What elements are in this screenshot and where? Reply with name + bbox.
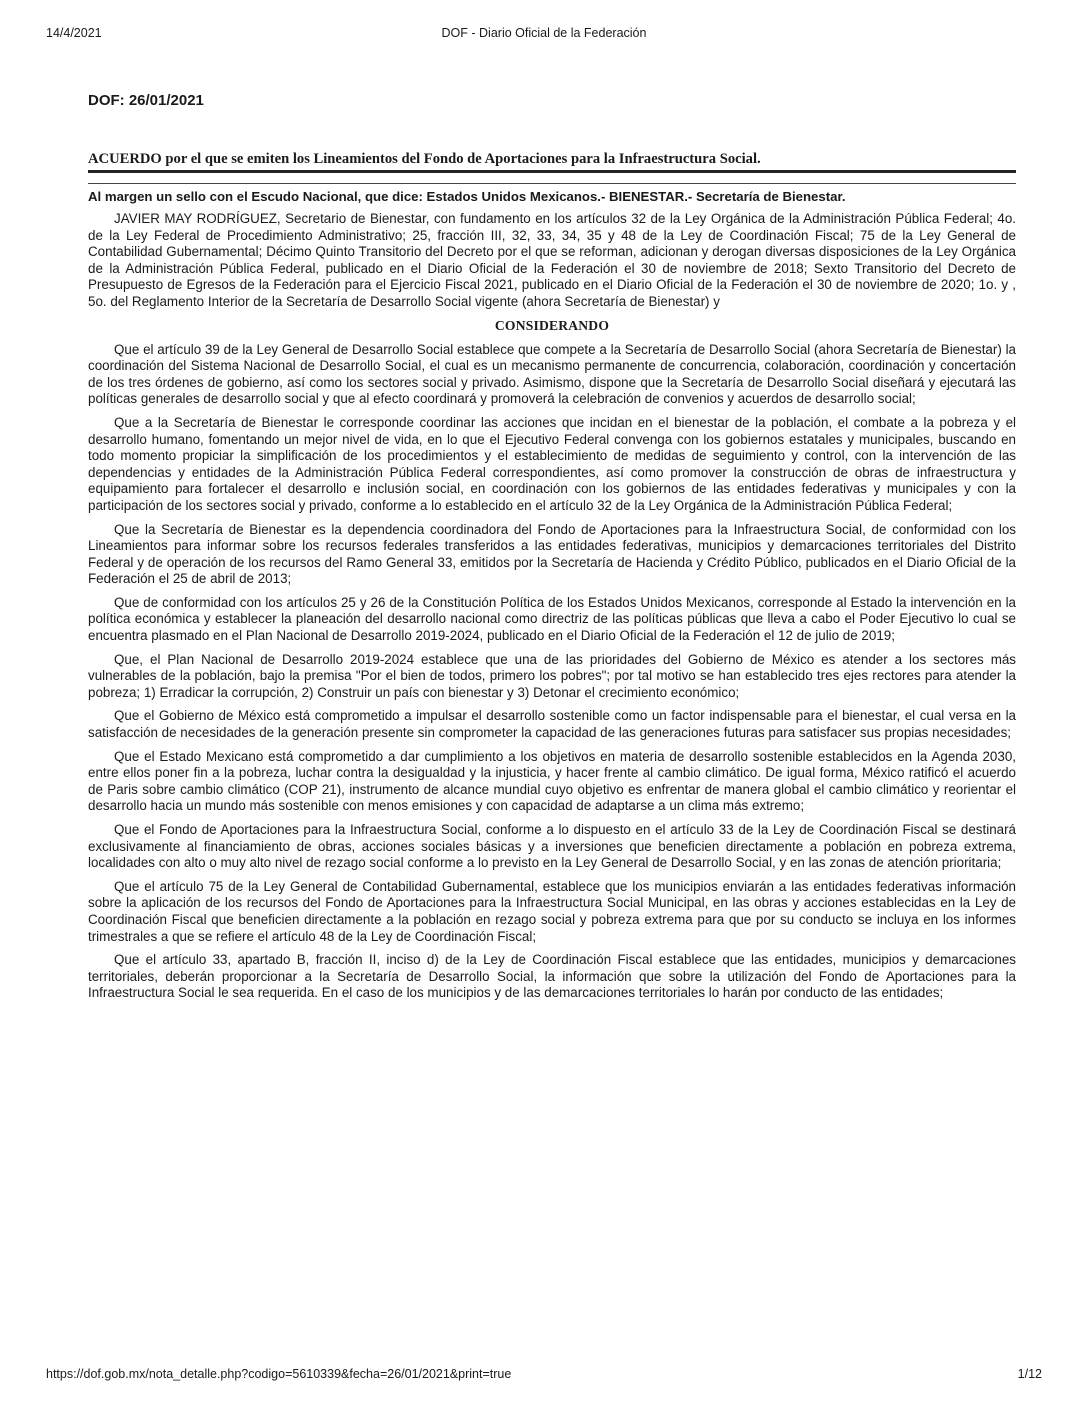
print-url: https://dof.gob.mx/nota_detalle.php?codigo=5610339&fecha=26/01/2021&print=true [46,1367,512,1381]
document-title: ACUERDO por el que se emiten los Lineamientos del Fondo de Aportaciones para la Infraestructura Social. [88,150,1016,173]
dof-date: DOF: 26/01/2021 [88,92,204,109]
print-header [0,26,1088,42]
considerando-paragraph: Que el Gobierno de México está comprometido a impulsar el desarrollo sostenible como un factor indispensable para el bienestar, el cual versa en la satisfacción de necesidades de la generación presente sin comprometer la capacidad de las generaciones futuras para satisfacer sus propias necesidades; [88,708,1016,741]
print-date: 14/4/2021 [46,26,102,40]
considerando-paragraph: Que el Estado Mexicano está comprometido a dar cumplimiento a los objetivos en materia de desarrollo sostenible establecidos en la Agenda 2030, entre ellos poner fin a la pobreza, luchar contra la desigualdad y la injusticia, y hacer frente al cambio climático. De igual forma, México ratificó el acuerdo de Paris sobre cambio climático (COP 21), instrumento de alcance mundial cuyo objetivo es enfrentar de manera global el cambio climático y reorientar el desarrollo hacia un mundo más sostenible con menos emisiones y con capacidad de adaptarse a un clima más extremo; [88,748,1016,814]
considerando-paragraph: Que el artículo 75 de la Ley General de Contabilidad Gubernamental, establece que los municipios enviarán a las entidades federativas información sobre la aplicación de los recursos del Fondo de Aportaciones para la Infraestructura Social Municipal, en las obras y acciones establecidas en la Ley de Coordinación Fiscal que beneficien directamente a la población en rezago social y pobreza extrema para que por su conducto se incluya en los informes trimestrales a que se refiere el artículo 48 de la Ley de Coordinación Fiscal; [88,878,1016,944]
document-content [88,92,1016,1009]
document-body [88,211,1016,1002]
considerando-paragraph: Que de conformidad con los artículos 25 y 26 de la Constitución Política de los Estados Unidos Mexicanos, corresponde al Estado la intervención en la política económica y establecer la planeación del desarrollo nacional como directriz de las políticas públicas que lleva a cabo el Poder Ejecutivo lo cual se encuentra plasmado en el Plan Nacional de Desarrollo 2019-2024, publicado en el Diario Oficial de la Federación el 12 de julio de 2019; [88,594,1016,644]
considerando-paragraph: Que el artículo 33, apartado B, fracción II, inciso d) de la Ley de Coordinación Fiscal establece que las entidades, municipios y demarcaciones territoriales, deberán proporcionar a la Secretaría de Desarrollo Social, la información que sobre la utilización del Fondo de Aportaciones para la Infraestructura Social le sea requerida. En el caso de los municipios y de las demarcaciones territoriales lo harán por conducto de las entidades; [88,952,1016,1001]
considerando-heading: CONSIDERANDO [494,317,610,333]
considerando-paragraph: Que, el Plan Nacional de Desarrollo 2019-2024 establece que una de las prioridades del Gobierno de México es atender a los sectores más vulnerables de la población, bajo la premisa "Por el bien de todos, primero los pobres"; por tal motivo se han establecido tres ejes rectores para atender la pobreza; 1) Erradicar la corrupción, 2) Construir un país con bienestar y 3) Detonar el crecimiento económico; [88,651,1016,700]
preamble-paragraph: JAVIER MAY RODRÍGUEZ, Secretario de Bienestar, con fundamento en los artículos 32 de la Ley Orgánica de la Administración Pública Federal; 4o. de la Ley Federal de Procedimiento Administrativo; 25, fracción III, 32, 33, 34, 35 y 48 de la Ley de Coordinación Fiscal; 75 de la Ley General de Contabilidad Gubernamental; Décimo Quinto Transitorio del Decreto por el que se reforman, adicionan y derogan diversas disposiciones de la Ley Orgánica de la Administración Pública Federal, publicado en el Diario Oficial de la Federación el 30 de noviembre de 2018; Sexto Transitorio del Decreto de Presupuesto de Egresos de la Federación para el Ejercicio Fiscal 2021, publicado en el Diario Oficial de la Federación el 30 de noviembre de 2020; 1o. y , 5o. del Reglamento Interior de la Secretaría de Desarrollo Social vigente (ahora Secretaría de Bienestar) y [88,211,1016,309]
considerando-paragraph: Que a la Secretaría de Bienestar le corresponde coordinar las acciones que incidan en el bienestar de la población, el combate a la pobreza y el desarrollo humano, fomentando un mejor nivel de vida, en lo que el Ejecutivo Federal convenga con los gobiernos estatales y municipales, buscando en todo momento propiciar la simplificación de los procedimientos y el establecimiento de medidas de seguimiento y control, con la intervención de las dependencias y entidades de la Administración Pública Federal correspondientes, así como promover la construcción de obras de infraestructura y equipamiento para fortalecer el desarrollo e inclusión social, en coordinación con los gobiernos de las entidades federativas y municipales y con la participación de los sectores social y privado, conforme a lo establecido en el artículo 32 de la Ley Orgánica de la Administración Pública Federal; [88,414,1016,513]
considerando-paragraph: Que la Secretaría de Bienestar es la dependencia coordinadora del Fondo de Aportaciones para la Infraestructura Social, de conformidad con los Lineamientos para informar sobre los recursos federales transferidos a las entidades federativas, municipios y demarcaciones territoriales del Distrito Federal y de operación de los recursos del Ramo General 33, emitidos por la Secretaría de Hacienda y Crédito Público, publicados en el Diario Oficial de la Federación el 25 de abril de 2013; [88,521,1016,587]
print-footer [0,1367,1088,1383]
page-number: 1/12 [1017,1367,1042,1381]
considerando-paragraph: Que el Fondo de Aportaciones para la Infraestructura Social, conforme a lo dispuesto en el artículo 33 de la Ley de Coordinación Fiscal se destinará exclusivamente al financiamiento de obras, acciones sociales básicas y a inversiones que beneficien directamente a población en pobreza extrema, localidades con alto o muy alto nivel de rezago social conforme a lo previsto en la Ley General de Desarrollo Social, y en las zonas de atención prioritaria; [88,822,1016,871]
sello-line: Al margen un sello con el Escudo Nacional, que dice: Estados Unidos Mexicanos.- BIENESTAR.- Secretaría de Bienestar. [88,183,1016,206]
print-page-title: DOF - Diario Oficial de la Federación [441,26,647,40]
considerando-paragraph: Que el artículo 39 de la Ley General de Desarrollo Social establece que compete a la Secretaría de Desarrollo Social (ahora Secretaría de Bienestar) la coordinación del Sistema Nacional de Desarrollo Social, el cual es un mecanismo permanente de concurrencia, colaboración, coordinación y concertación de los tres órdenes de gobierno, así como los sectores social y privado. Asimismo, dispone que la Secretaría de Desarrollo Social diseñará y ejecutará las políticas generales de desarrollo social y que al efecto coordinará y promoverá la celebración de convenios y acuerdos de desarrollo social; [88,341,1016,407]
